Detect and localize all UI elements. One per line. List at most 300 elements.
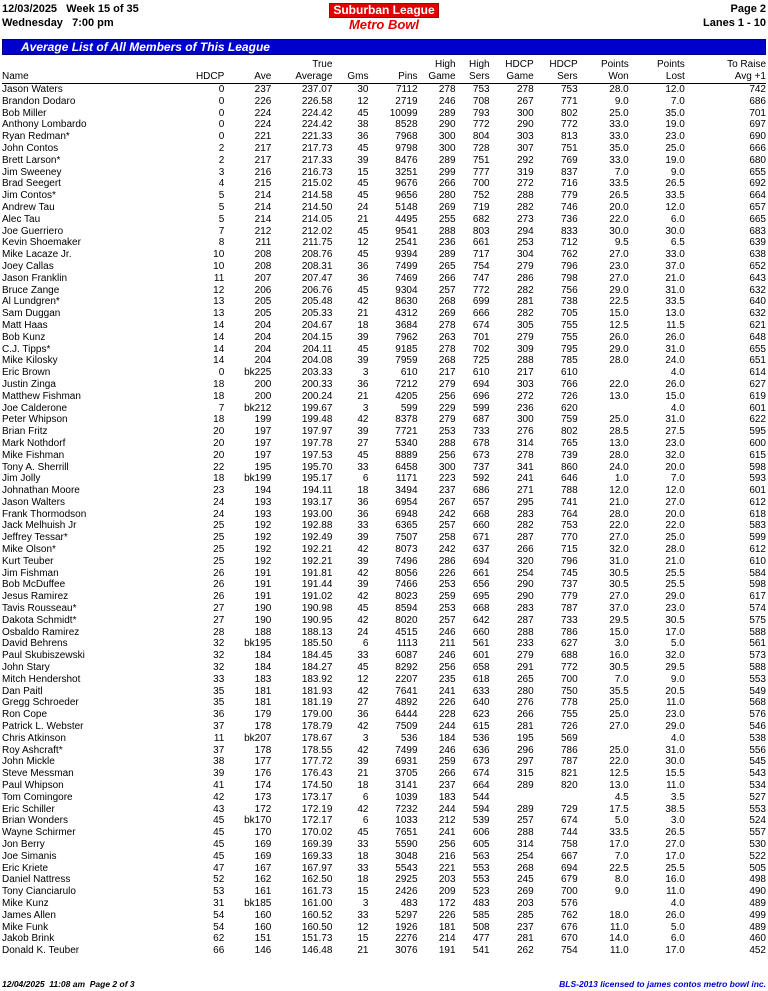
- table-cell: Mike Olson*: [2, 544, 56, 556]
- col-header: Gms: [332, 59, 368, 84]
- report-date: 12/03/2025: [2, 3, 58, 15]
- table-cell: Peter Whipson: [2, 414, 68, 426]
- table-cell: 161.73: [301, 886, 333, 898]
- table-cell: 224.42: [301, 107, 333, 119]
- table-cell: 610: [400, 367, 418, 379]
- table-cell: 207.47: [301, 272, 333, 284]
- table-cell: 178.79: [301, 721, 333, 733]
- table-cell: 273: [516, 213, 534, 225]
- table-cell: 214.05: [301, 213, 333, 225]
- table-cell: 197.78: [301, 437, 333, 449]
- table-cell: 29.0: [609, 284, 629, 296]
- table-cell: 756: [561, 284, 578, 296]
- table-cell: 268: [438, 355, 456, 367]
- table-cell: 258: [438, 532, 456, 544]
- table-cell: 614: [749, 367, 766, 379]
- table-row: [2, 568, 766, 580]
- table-cell: 612: [749, 496, 766, 508]
- day-time: Wednesday 7:00 pm: [2, 17, 114, 29]
- table-cell: Mitch Hendershot: [2, 673, 81, 685]
- table-cell: 212: [438, 815, 456, 827]
- table-cell: Patrick L. Webster: [2, 721, 84, 733]
- table-cell: 736: [561, 213, 578, 225]
- table-cell: 197: [254, 426, 272, 438]
- table-cell: 7232: [395, 803, 418, 815]
- table-cell: 772: [561, 662, 578, 674]
- table-cell: 6.0: [670, 213, 685, 225]
- table-cell: 39: [357, 355, 369, 367]
- table-cell: 45: [357, 190, 369, 202]
- table-cell: 27.0: [665, 839, 685, 850]
- table-cell: 37: [213, 721, 225, 733]
- table-cell: 266: [516, 544, 534, 556]
- table-row: [2, 202, 766, 214]
- table-cell: 291: [516, 662, 534, 674]
- table-row: [2, 839, 766, 851]
- average-table: [2, 59, 766, 957]
- table-cell: 214.50: [301, 201, 333, 213]
- table-cell: 26: [213, 591, 225, 603]
- table-cell: 708: [472, 95, 490, 107]
- table-cell: 33: [357, 520, 369, 532]
- table-cell: 725: [472, 355, 490, 367]
- table-cell: 177.72: [301, 756, 333, 768]
- table-cell: Jeffrey Tessar*: [2, 532, 68, 544]
- table-cell: 197: [254, 437, 272, 449]
- table-cell: 33.5: [665, 296, 685, 308]
- table-cell: 18: [357, 874, 369, 886]
- table-cell: 200.33: [301, 378, 333, 390]
- table-cell: 174: [254, 780, 272, 792]
- table-cell: 181: [438, 921, 456, 933]
- table-cell: 553: [749, 673, 766, 685]
- table-cell: 615: [472, 721, 490, 733]
- table-cell: 256: [438, 662, 456, 674]
- table-cell: 52: [213, 874, 225, 886]
- table-cell: 162: [254, 874, 272, 886]
- table-cell: Jason Walters: [2, 496, 65, 508]
- table-cell: Dan Paitl: [2, 685, 43, 697]
- table-cell: 588: [749, 626, 766, 638]
- table-cell: 674: [472, 768, 490, 780]
- table-cell: 30.0: [609, 225, 629, 237]
- table-cell: 178.55: [301, 744, 333, 756]
- table-row: [2, 261, 766, 273]
- table-cell: 666: [749, 142, 766, 154]
- table-cell: Matt Haas: [2, 319, 48, 331]
- table-cell: 22.0: [609, 756, 629, 768]
- table-cell: Jim Contos*: [2, 190, 56, 202]
- table-cell: Tony A. Sherrill: [2, 461, 69, 473]
- table-cell: 309: [516, 343, 534, 355]
- table-cell: 42: [357, 567, 369, 579]
- table-cell: 12: [357, 673, 369, 685]
- table-cell: 3076: [395, 945, 418, 957]
- table-cell: 786: [561, 626, 578, 638]
- table-cell: 245: [516, 874, 534, 886]
- table-cell: 300: [438, 131, 456, 143]
- header-line-1: [2, 3, 766, 16]
- table-cell: 169.39: [301, 839, 333, 850]
- table-cell: Paul Skubiszewski: [2, 650, 85, 662]
- table-cell: 3.0: [670, 815, 685, 827]
- table-cell: 6458: [395, 461, 418, 473]
- table-cell: 8476: [395, 154, 418, 166]
- table-row: [2, 638, 766, 650]
- table-cell: 563: [472, 850, 490, 862]
- table-cell: 305: [516, 319, 534, 331]
- table-cell: Mike Fishman: [2, 449, 65, 461]
- table-cell: 36: [357, 378, 369, 390]
- table-cell: Alec Tau: [2, 213, 41, 225]
- table-cell: 741: [561, 496, 578, 508]
- table-cell: 623: [472, 709, 490, 721]
- table-cell: 786: [561, 744, 578, 756]
- table-cell: Sam Duggan: [2, 308, 61, 320]
- table-cell: bk170: [244, 815, 272, 827]
- table-row: [2, 756, 766, 768]
- table-cell: 3684: [395, 319, 418, 331]
- table-cell: 33: [357, 461, 369, 473]
- table-cell: Ryan Redman*: [2, 131, 70, 143]
- table-cell: 25: [213, 555, 225, 567]
- table-cell: 0: [218, 95, 225, 107]
- table-cell: 236: [516, 402, 534, 414]
- table-cell: 632: [749, 284, 766, 296]
- table-cell: 553: [472, 874, 490, 886]
- table-cell: 209: [438, 886, 456, 898]
- table-cell: 25: [213, 532, 225, 544]
- table-cell: 24: [213, 496, 225, 508]
- table-cell: 569: [561, 732, 578, 744]
- table-cell: 257: [438, 284, 456, 296]
- table-cell: bk195: [244, 638, 272, 650]
- table-cell: 42: [357, 744, 369, 756]
- table-cell: 207: [254, 272, 272, 284]
- footer-timestamp: 12/04/2025 11:08 am Page 2 of 3: [2, 979, 135, 989]
- table-cell: 6954: [395, 496, 418, 508]
- table-row: [2, 898, 766, 910]
- table-row: [2, 438, 766, 450]
- table-cell: 37: [213, 744, 225, 756]
- table-cell: 39: [357, 555, 369, 567]
- table-cell: 719: [472, 201, 490, 213]
- table-cell: 664: [749, 190, 766, 202]
- table-cell: 652: [749, 260, 766, 272]
- table-cell: 276: [516, 697, 534, 709]
- table-cell: 290: [438, 119, 456, 131]
- table-cell: 300: [516, 107, 534, 119]
- table-cell: 193.00: [301, 508, 333, 520]
- table-row: [2, 780, 766, 792]
- table-cell: 237: [438, 780, 456, 792]
- table-cell: [578, 403, 629, 415]
- table-cell: 192: [254, 544, 272, 556]
- table-row: [2, 768, 766, 780]
- table-row: [2, 910, 766, 922]
- table-cell: Frank Thormodson: [2, 508, 87, 520]
- col-header: Points Lost: [629, 59, 685, 84]
- table-cell: 599: [749, 532, 766, 544]
- table-cell: 606: [472, 827, 490, 839]
- table-cell: 25.5: [665, 579, 685, 591]
- table-cell: Mike Kunz: [2, 897, 49, 909]
- table-cell: 37.0: [665, 260, 685, 272]
- table-cell: 638: [749, 249, 766, 261]
- table-cell: 7499: [395, 260, 418, 272]
- table-cell: 18: [357, 850, 369, 862]
- table-cell: 256: [438, 390, 456, 402]
- table-cell: 9.5: [614, 237, 629, 249]
- table-cell: Daniel Nattress: [2, 874, 71, 886]
- table-cell: Eric Brown: [2, 367, 51, 379]
- table-cell: 574: [749, 603, 766, 615]
- table-cell: 45: [357, 107, 369, 119]
- footer-license: BLS-2013 licensed to james contos metro bowl inc.: [559, 979, 766, 989]
- table-cell: 28.0: [609, 84, 629, 95]
- table-cell: 12: [213, 284, 225, 296]
- table-cell: 17.0: [665, 626, 685, 638]
- table-cell: 42: [357, 591, 369, 603]
- table-cell: 12.5: [609, 319, 629, 331]
- table-cell: 656: [472, 579, 490, 591]
- table-cell: 35.0: [665, 107, 685, 119]
- table-cell: 701: [472, 331, 490, 343]
- table-cell: 7: [218, 225, 225, 237]
- table-cell: 4: [218, 178, 225, 190]
- table-cell: 292: [516, 154, 534, 166]
- table-cell: 680: [749, 154, 766, 166]
- table-cell: 27.0: [609, 721, 629, 733]
- table-cell: 556: [749, 744, 766, 756]
- table-cell: 24: [357, 626, 369, 638]
- table-cell: 214: [254, 213, 272, 225]
- table-cell: 54: [213, 909, 225, 921]
- table-cell: 36: [357, 496, 369, 508]
- table-cell: 716: [561, 178, 578, 190]
- table-cell: 772: [561, 119, 578, 131]
- table-cell: 197.97: [301, 426, 333, 438]
- table-cell: 557: [749, 827, 766, 839]
- table-cell: bk199: [244, 473, 272, 485]
- table-cell: 746: [561, 201, 578, 213]
- table-cell: 553: [472, 862, 490, 874]
- table-cell: 12: [357, 921, 369, 933]
- table-cell: 211.75: [302, 237, 333, 249]
- table-cell: 833: [561, 225, 578, 237]
- table-cell: 796: [561, 555, 578, 567]
- table-cell: 282: [516, 520, 534, 532]
- table-cell: 3: [362, 897, 369, 909]
- table-cell: 195: [516, 732, 534, 744]
- table-cell: 5: [218, 213, 225, 225]
- table-cell: Jesus Ramirez: [2, 591, 69, 603]
- table-cell: 214.58: [301, 190, 333, 202]
- table-row: [2, 226, 766, 238]
- table-cell: 8: [218, 237, 225, 249]
- table-cell: 30.5: [609, 579, 629, 591]
- table-row: [2, 721, 766, 733]
- table-cell: 820: [561, 780, 578, 792]
- table-cell: 712: [561, 237, 578, 249]
- table-cell: 7496: [395, 555, 418, 567]
- table-cell: 295: [516, 496, 534, 508]
- section-title: Average List of All Members of This League: [21, 40, 270, 54]
- table-cell: Kevin Shoemaker: [2, 237, 81, 249]
- table-cell: 25.0: [665, 532, 685, 544]
- table-cell: 33.5: [609, 827, 629, 839]
- table-cell: 35: [213, 685, 225, 697]
- table-cell: 170.02: [301, 827, 333, 839]
- table-cell: 215.02: [301, 178, 333, 190]
- table-cell: 183: [438, 791, 456, 803]
- table-cell: 483: [472, 897, 490, 909]
- table-cell: 14: [213, 355, 225, 367]
- table-cell: 192.21: [301, 555, 333, 567]
- table-row: [2, 497, 766, 509]
- table-cell: 278: [438, 343, 456, 355]
- table-cell: 45: [357, 343, 369, 355]
- table-row: [2, 556, 766, 568]
- table-cell: 4.0: [670, 732, 685, 744]
- table-cell: 10: [213, 260, 225, 272]
- table-row: [2, 485, 766, 497]
- table-cell: 765: [561, 437, 578, 449]
- table-cell: John Contos: [2, 142, 59, 154]
- table-cell: 191.81: [301, 567, 333, 579]
- table-cell: 192.88: [301, 520, 333, 532]
- table-cell: 25.5: [665, 862, 685, 874]
- page-number: Page 2: [730, 3, 766, 15]
- table-cell: 686: [749, 95, 766, 107]
- table-cell: 4495: [395, 213, 418, 225]
- table-cell: 160: [254, 909, 272, 921]
- table-cell: 530: [749, 839, 766, 850]
- table-row: [2, 355, 766, 367]
- table-cell: 281: [516, 933, 534, 945]
- table-cell: 21.0: [609, 496, 629, 508]
- table-cell: 753: [561, 520, 578, 532]
- table-cell: 178: [254, 721, 272, 733]
- table-cell: 42: [213, 791, 225, 803]
- table-cell: 536: [400, 732, 418, 744]
- table-cell: 2: [218, 154, 225, 166]
- table-cell: John Stary: [2, 662, 50, 674]
- table-cell: Bob Kunz: [2, 331, 46, 343]
- table-cell: 8889: [395, 449, 418, 461]
- table-cell: 42: [357, 721, 369, 733]
- table-cell: 670: [561, 933, 578, 945]
- table-cell: Eric Schiller: [2, 803, 55, 815]
- table-cell: 658: [472, 662, 490, 674]
- table-cell: 755: [561, 331, 578, 343]
- table-cell: 188: [254, 626, 272, 638]
- table-cell: 177: [254, 756, 272, 768]
- table-cell: 45: [357, 827, 369, 839]
- table-cell: 737: [561, 579, 578, 591]
- table-cell: 9798: [395, 142, 418, 154]
- table-cell: 3705: [395, 768, 418, 780]
- table-cell: 226: [438, 697, 456, 709]
- table-cell: 66: [213, 945, 225, 957]
- table-cell: 28.0: [665, 544, 685, 556]
- table-cell: 26.0: [665, 378, 685, 390]
- table-cell: 3141: [395, 780, 418, 792]
- table-cell: 798: [561, 272, 578, 284]
- table-row: [2, 815, 766, 827]
- table-cell: 33.0: [609, 154, 629, 166]
- table-cell: 192.49: [301, 532, 333, 544]
- table-cell: 203: [516, 897, 534, 909]
- table-cell: 283: [516, 508, 534, 520]
- table-cell: 170: [254, 827, 272, 839]
- table-cell: 18.0: [609, 909, 629, 921]
- table-cell: 45: [213, 827, 225, 839]
- table-cell: 803: [472, 225, 490, 237]
- table-cell: 3: [362, 367, 369, 379]
- table-cell: 737: [472, 461, 490, 473]
- table-cell: 29.5: [609, 614, 629, 626]
- table-cell: 269: [438, 201, 456, 213]
- table-cell: 226: [438, 567, 456, 579]
- table-cell: 237.07: [301, 84, 333, 95]
- table-cell: 18: [213, 390, 225, 402]
- table-cell: 25: [213, 520, 225, 532]
- table-cell: 11.0: [610, 945, 629, 957]
- table-cell: 242: [438, 544, 456, 556]
- table-cell: 25.0: [609, 414, 629, 426]
- table-cell: 700: [561, 886, 578, 898]
- table-cell: 20: [213, 426, 225, 438]
- table-cell: 5: [218, 201, 225, 213]
- table-cell: 676: [561, 921, 578, 933]
- table-cell: 22.0: [609, 378, 629, 390]
- table-cell: 176: [254, 768, 272, 780]
- table-cell: 294: [516, 225, 534, 237]
- table-cell: 5.0: [670, 638, 685, 650]
- table-cell: 266: [438, 178, 456, 190]
- table-cell: 42: [357, 685, 369, 697]
- table-cell: 179.00: [301, 709, 333, 721]
- table-cell: 777: [472, 166, 490, 178]
- col-header: HDCP Sers: [534, 59, 578, 84]
- table-cell: 289: [438, 107, 456, 119]
- table-cell: 35.5: [609, 685, 629, 697]
- table-cell: 5.0: [670, 921, 685, 933]
- table-cell: 694: [561, 862, 578, 874]
- table-cell: 190.95: [301, 614, 333, 626]
- table-row: [2, 745, 766, 757]
- table-cell: 269: [438, 308, 456, 320]
- table-cell: 772: [472, 119, 490, 131]
- table-cell: 237: [516, 921, 534, 933]
- table-cell: 172.17: [301, 815, 333, 827]
- table-cell: 214: [438, 933, 456, 945]
- table-cell: 184.45: [301, 650, 333, 662]
- table-cell: 253: [438, 603, 456, 615]
- table-cell: 13: [213, 308, 225, 320]
- table-cell: 726: [561, 390, 578, 402]
- table-cell: Bob Miller: [2, 107, 47, 119]
- table-cell: 297: [516, 756, 534, 768]
- table-cell: 192: [254, 532, 272, 544]
- table-cell: 17.0: [609, 839, 629, 850]
- table-cell: 15.0: [665, 390, 685, 402]
- table-cell: 290: [516, 591, 534, 603]
- table-cell: 22.0: [609, 213, 629, 225]
- table-cell: 2207: [395, 673, 418, 685]
- table-row: [2, 190, 766, 202]
